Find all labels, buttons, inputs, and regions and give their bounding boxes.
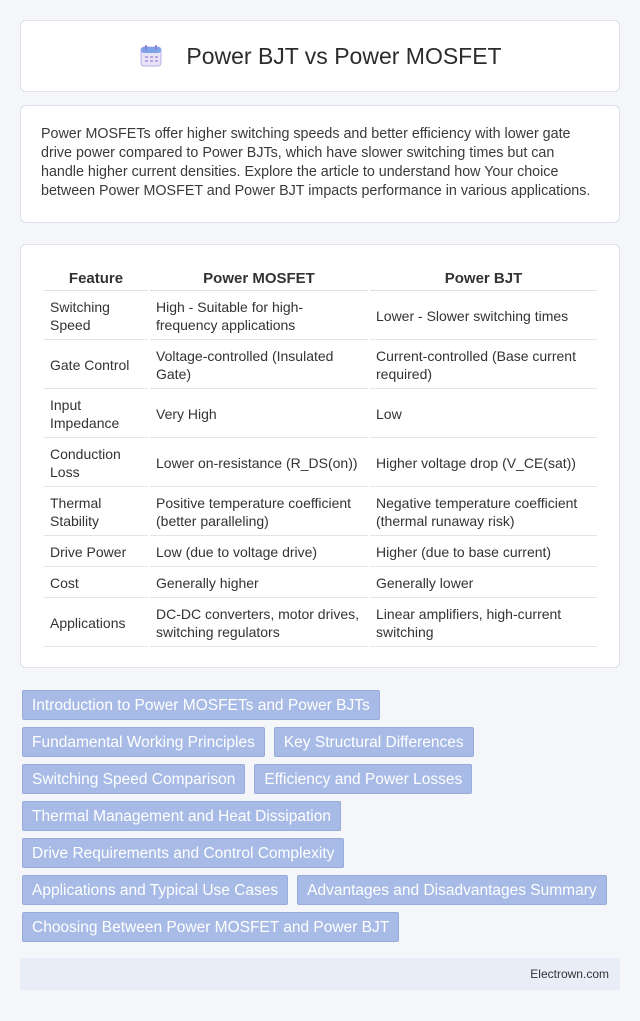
tag-row bbox=[22, 690, 622, 720]
cell-mosfet: Low (due to voltage drive) bbox=[150, 538, 368, 567]
header-power-mosfet: Power MOSFET bbox=[150, 267, 368, 291]
topic-tag-choosing[interactable]: Choosing Between Power MOSFET and Power BJT bbox=[22, 912, 399, 942]
cell-feature: Input Impedance bbox=[44, 391, 148, 438]
footer-site-name[interactable]: Electrown.com bbox=[530, 967, 609, 981]
table-row bbox=[44, 293, 597, 340]
table-header-row bbox=[44, 267, 597, 291]
tag-row bbox=[22, 838, 622, 868]
topic-tag-advantages[interactable]: Advantages and Disadvantages Summary bbox=[297, 875, 607, 905]
cell-bjt: Generally lower bbox=[370, 569, 597, 598]
cell-feature: Thermal Stability bbox=[44, 489, 148, 536]
cell-feature: Switching Speed bbox=[44, 293, 148, 340]
cell-feature: Cost bbox=[44, 569, 148, 598]
tag-row bbox=[22, 727, 622, 757]
cell-mosfet: Lower on-resistance (R_DS(on)) bbox=[150, 440, 368, 487]
table-row bbox=[44, 440, 597, 487]
cell-feature: Gate Control bbox=[44, 342, 148, 389]
table-row bbox=[44, 489, 597, 536]
topic-tags bbox=[22, 690, 622, 949]
calendar-icon bbox=[138, 43, 164, 69]
cell-bjt: Current-controlled (Base current required) bbox=[370, 342, 597, 389]
tag-row bbox=[22, 801, 622, 831]
cell-feature: Drive Power bbox=[44, 538, 148, 567]
cell-bjt: Higher (due to base current) bbox=[370, 538, 597, 567]
tag-row bbox=[22, 875, 622, 905]
topic-tag-drive-requirements[interactable]: Drive Requirements and Control Complexity bbox=[22, 838, 344, 868]
topic-tag-working-principles[interactable]: Fundamental Working Principles bbox=[22, 727, 265, 757]
header-feature: Feature bbox=[44, 267, 148, 291]
cell-bjt: Negative temperature coefficient (thermal runaway risk) bbox=[370, 489, 597, 536]
table-row bbox=[44, 391, 597, 438]
topic-tag-switching-speed[interactable]: Switching Speed Comparison bbox=[22, 764, 245, 794]
cell-feature: Conduction Loss bbox=[44, 440, 148, 487]
cell-mosfet: Generally higher bbox=[150, 569, 368, 598]
table-row bbox=[44, 342, 597, 389]
header-power-bjt: Power BJT bbox=[370, 267, 597, 291]
table-row bbox=[44, 538, 597, 567]
cell-mosfet: High - Suitable for high-frequency applications bbox=[150, 293, 368, 340]
topic-tag-applications[interactable]: Applications and Typical Use Cases bbox=[22, 875, 288, 905]
intro-paragraph: Power MOSFETs offer higher switching speeds and better efficiency with lower gate drive power compared to Power BJTs, which have slower switching times but can handle higher current densities. Explore the article to understand how Your choice between Power MOSFET and Power BJT impacts performance in various applications. bbox=[41, 126, 591, 199]
cell-bjt: Low bbox=[370, 391, 597, 438]
cell-mosfet: DC-DC converters, motor drives, switching regulators bbox=[150, 600, 368, 647]
intro-card bbox=[20, 105, 620, 223]
tag-row bbox=[22, 912, 622, 942]
cell-mosfet: Very High bbox=[150, 391, 368, 438]
page-title: Power BJT vs Power MOSFET bbox=[186, 42, 502, 69]
comparison-table bbox=[42, 265, 599, 649]
cell-mosfet: Positive temperature coefficient (better paralleling) bbox=[150, 489, 368, 536]
topic-tag-efficiency[interactable]: Efficiency and Power Losses bbox=[254, 764, 472, 794]
cell-bjt: Linear amplifiers, high-current switching bbox=[370, 600, 597, 647]
tag-row bbox=[22, 764, 622, 794]
cell-feature: Applications bbox=[44, 600, 148, 647]
title-card bbox=[20, 20, 620, 92]
comparison-table-card bbox=[20, 244, 620, 668]
cell-mosfet: Voltage-controlled (Insulated Gate) bbox=[150, 342, 368, 389]
cell-bjt: Higher voltage drop (V_CE(sat)) bbox=[370, 440, 597, 487]
topic-tag-structural-differences[interactable]: Key Structural Differences bbox=[274, 727, 474, 757]
cell-bjt: Lower - Slower switching times bbox=[370, 293, 597, 340]
topic-tag-introduction[interactable]: Introduction to Power MOSFETs and Power BJTs bbox=[22, 690, 380, 720]
table-row bbox=[44, 600, 597, 647]
table-row bbox=[44, 569, 597, 598]
footer bbox=[20, 958, 620, 990]
topic-tag-thermal-management[interactable]: Thermal Management and Heat Dissipation bbox=[22, 801, 341, 831]
